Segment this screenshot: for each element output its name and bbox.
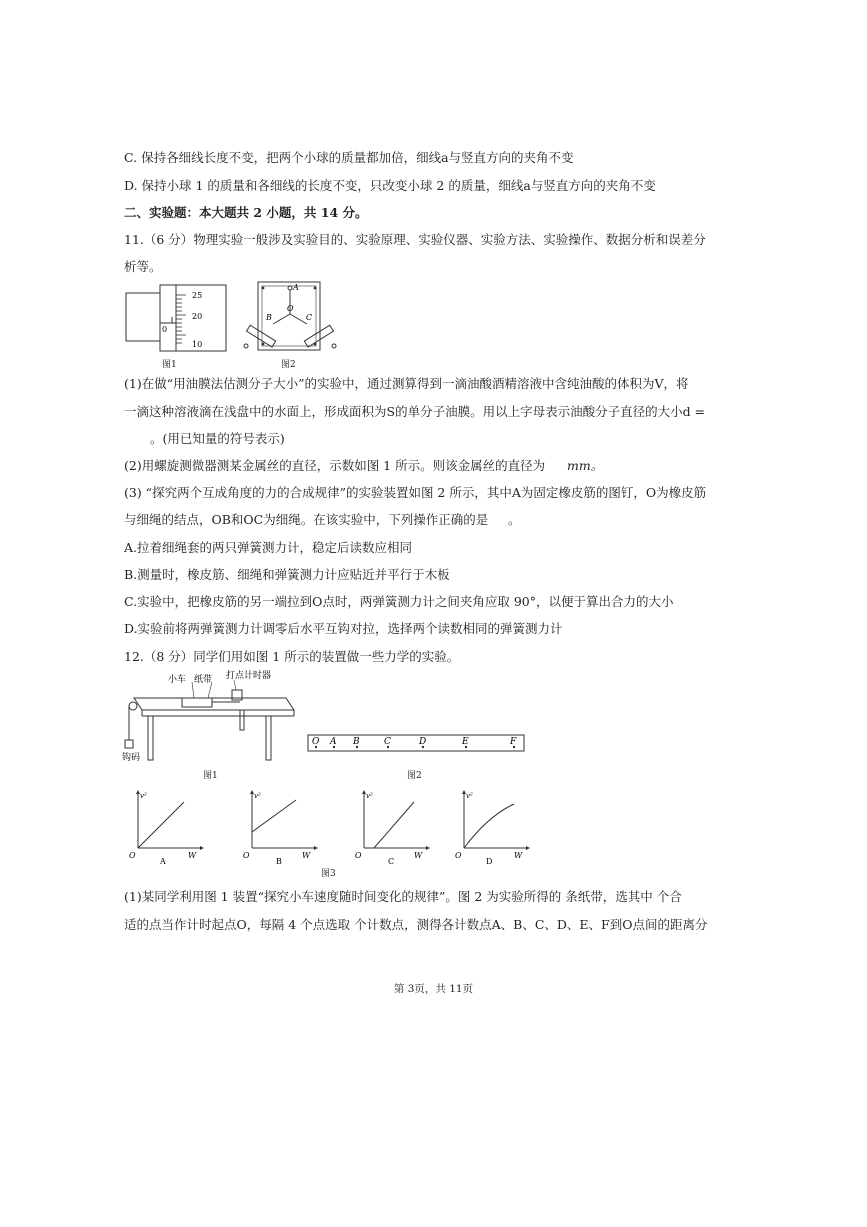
micrometer-tick: 10 (192, 340, 203, 349)
label-weight: 钩码 (122, 753, 141, 763)
q11-figure-1-micrometer (124, 283, 230, 355)
micrometer-zero: 0 (162, 325, 168, 334)
tape-point-label: C (384, 737, 391, 747)
text-line: (1)在做“用油膜法估测分子大小”的实验中，通过测算得到一滴油酸酒精溶液中含纯油酸的体积为V，将 (124, 376, 689, 391)
graph-x-label: W (514, 851, 523, 860)
micrometer-tick: 25 (192, 291, 203, 300)
option-b: B.测量时，橡皮筋、细绳和弹簧测力计应贴近并平行于木板 (124, 567, 450, 582)
graph-origin: O (243, 851, 250, 860)
text-line: 。(用已知量的符号表示) (150, 431, 285, 446)
text-line: C. 保持各细线长度不变，把两个小球的质量都加倍，细线a与竖直方向的夹角不变 (124, 150, 574, 165)
text-line: (1)某同学利用图 1 装置“探究小车速度随时间变化的规律”。图 2 为实验所得的 条纸带，选其中 个合 (124, 889, 682, 904)
option-d: D.实验前将两弹簧测力计调零后水平互钩对拉，选择两个读数相同的弹簧测力计 (124, 621, 563, 636)
tape-point-label: A (330, 737, 337, 747)
graph-y-label: v² (366, 792, 373, 800)
graph-x-label: W (414, 851, 423, 860)
q12-graph-b (240, 788, 320, 866)
page-footer: 第 3页，共 11页 (393, 983, 474, 995)
point-label: C (306, 313, 313, 322)
graph-origin: O (129, 851, 136, 860)
tape-point-label: E (462, 737, 469, 747)
label-timer: 打点计时器 (226, 671, 272, 681)
tape-point-label: F (510, 737, 517, 747)
q12-graph-d (452, 788, 532, 866)
q12-graph-a (126, 788, 206, 866)
point-label: O (287, 304, 294, 313)
label-car: 小车 (168, 675, 187, 685)
graph-label: B (276, 857, 282, 866)
q12-figure-2-tape (306, 732, 528, 754)
text-line: D. 保持小球 1 的质量和各细线的长度不变，只改变小球 2 的质量，细线a与竖直方向的夹角不变 (124, 178, 656, 193)
tape-point-label: B (353, 737, 360, 747)
graph-label: A (160, 857, 166, 866)
graph-origin: O (355, 851, 362, 860)
graph-x-label: W (188, 851, 197, 860)
graph-origin: O (455, 851, 462, 860)
graph-y-label: v² (140, 792, 147, 800)
question-12: 12.（8 分）同学们用如图 1 所示的装置做一些力学的实验。 (124, 649, 460, 664)
q12-graph-c (352, 788, 432, 866)
point-label: B (266, 313, 272, 322)
graph-label: C (388, 857, 395, 866)
text-line: 适的点当作计时起点O，每隔 4 个点选取 个计数点，测得各计数点A、B、C、D、E、F到O点间的距离分 (124, 917, 708, 932)
q12-figure-1-setup (122, 668, 302, 768)
option-c: C.实验中，把橡皮筋的另一端拉到O点时，两弹簧测力计之间夹角应取 90°，以便于算出合力的大小 (124, 594, 674, 609)
q11-fig2-caption: 图2 (281, 360, 296, 370)
graph-y-label: v² (466, 792, 473, 800)
text-line: 析等。 (124, 259, 162, 274)
micrometer-tick: 20 (192, 312, 203, 321)
text-line: (3) “探究两个互成角度的力的合成规律”的实验装置如图 2 所示，其中A为固定橡皮筋的图钉，O为橡皮筋 (124, 485, 707, 500)
text-line: 一滴这种溶液滴在浅盘中的水面上，形成面积为S的单分子油膜。用以上字母表示油酸分子直径的大小d = (124, 404, 706, 419)
q11-fig1-caption: 图1 (162, 360, 177, 370)
tape-point-label: O (312, 737, 320, 747)
q12-fig1-caption: 图1 (203, 771, 218, 781)
option-a: A.拉着细绳套的两只弹簧测力计，稳定后读数应相同 (124, 540, 413, 555)
q12-fig2-caption: 图2 (407, 771, 422, 781)
label-tape: 纸带 (194, 675, 213, 685)
graph-label: D (486, 857, 493, 866)
q11-figure-2-force-board (240, 280, 340, 356)
q12-fig3-caption: 图3 (321, 869, 336, 879)
tape-point-label: D (419, 737, 427, 747)
graph-y-label: v² (254, 792, 261, 800)
text-line: 与细绳的结点，OB和OC为细绳。在该实验中，下列操作正确的是 (124, 512, 489, 527)
unit-mm: mm。 (567, 458, 604, 473)
point-label: A (293, 283, 299, 292)
text-line: (2)用螺旋测微器测某金属丝的直径，示数如图 1 所示。则该金属丝的直径为 (124, 458, 546, 473)
answer-blank-end: 。 (508, 512, 521, 527)
graph-x-label: W (302, 851, 311, 860)
question-11: 11.（6 分）物理实验一般涉及实验目的、实验原理、实验仪器、实验方法、实验操作、数据分析和误差分 (124, 232, 706, 247)
section-heading: 二、实验题：本大题共 2 小题，共 14 分。 (124, 205, 368, 220)
